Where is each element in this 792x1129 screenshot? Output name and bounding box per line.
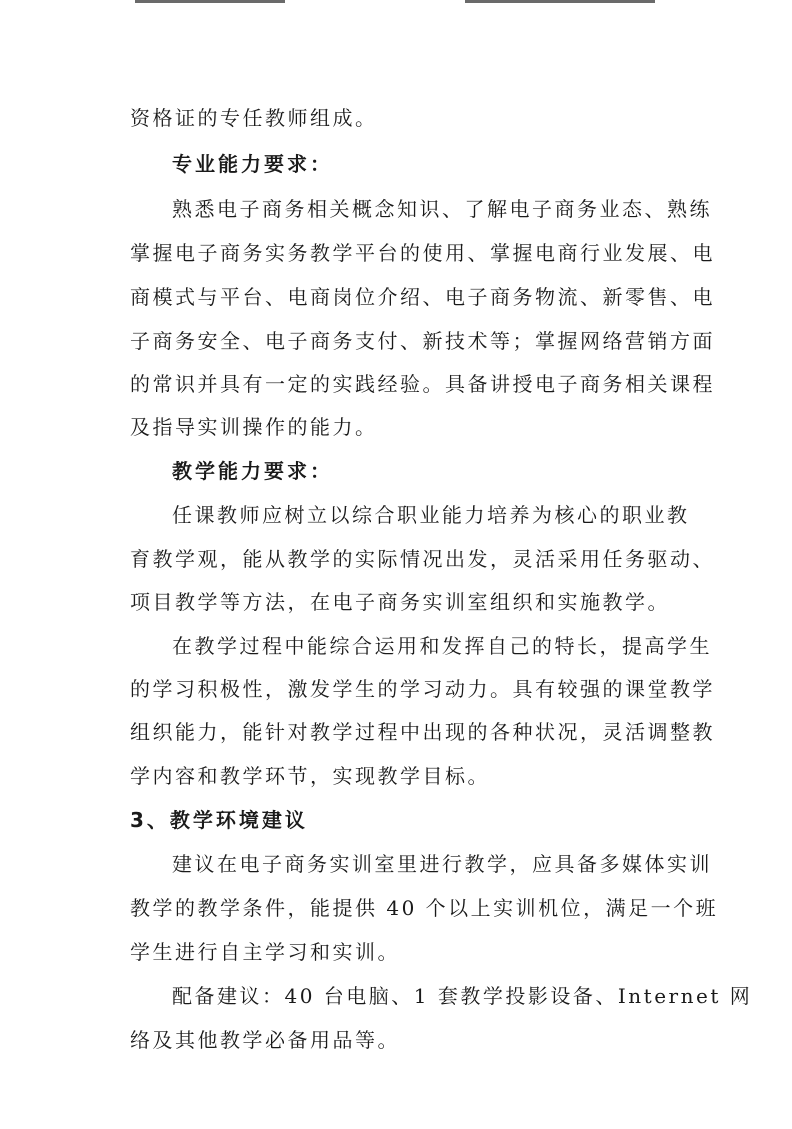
paragraph-line: 配备建议：40 台电脑、1 套教学投影设备、Internet 网 xyxy=(172,984,753,1008)
paragraph-line: 商模式与平台、电商岗位介绍、电子商务物流、新零售、电 xyxy=(130,285,715,309)
paragraph-line: 及指导实训操作的能力。 xyxy=(130,415,378,439)
paragraph-line: 育教学观，能从教学的实际情况出发，灵活采用任务驱动、 xyxy=(130,547,715,571)
paragraph-line: 子商务安全、电子商务支付、新技术等；掌握网络营销方面 xyxy=(130,329,715,353)
subheading-professional-ability: 专业能力要求： xyxy=(172,152,333,176)
paragraph-line: 熟悉电子商务相关概念知识、了解电子商务业态、熟练 xyxy=(172,197,712,221)
paragraph-line: 任课教师应树立以综合职业能力培养为核心的职业教 xyxy=(172,503,690,527)
subheading-teaching-ability: 教学能力要求： xyxy=(172,459,333,483)
paragraph-line: 的学习积极性，激发学生的学习动力。具有较强的课堂教学 xyxy=(130,677,715,701)
paragraph-line: 掌握电子商务实务教学平台的使用、掌握电商行业发展、电 xyxy=(130,241,715,265)
paragraph-line: 建议在电子商务实训室里进行教学，应具备多媒体实训 xyxy=(172,852,712,876)
paragraph-line: 的常识并具有一定的实践经验。具备讲授电子商务相关课程 xyxy=(130,372,715,396)
paragraph-line: 学生进行自主学习和实训。 xyxy=(130,940,400,964)
paragraph-line: 资格证的专任教师组成。 xyxy=(130,106,378,130)
paragraph-line: 在教学过程中能综合运用和发挥自己的特长，提高学生 xyxy=(172,634,712,658)
paragraph-line: 学内容和教学环节，实现教学目标。 xyxy=(130,764,490,788)
paragraph-line: 教学的教学条件，能提供 40 个以上实训机位，满足一个班 xyxy=(130,896,719,920)
paragraph-line: 组织能力，能针对教学过程中出现的各种状况，灵活调整教 xyxy=(130,720,715,744)
paragraph-line: 项目教学等方法，在电子商务实训室组织和实施教学。 xyxy=(130,590,670,614)
scan-edge-mark xyxy=(465,0,655,3)
paragraph-line: 络及其他教学必备用品等。 xyxy=(130,1028,400,1052)
section-heading-teaching-environment: 3、教学环境建议 xyxy=(130,808,308,832)
scan-edge-mark xyxy=(135,0,285,3)
